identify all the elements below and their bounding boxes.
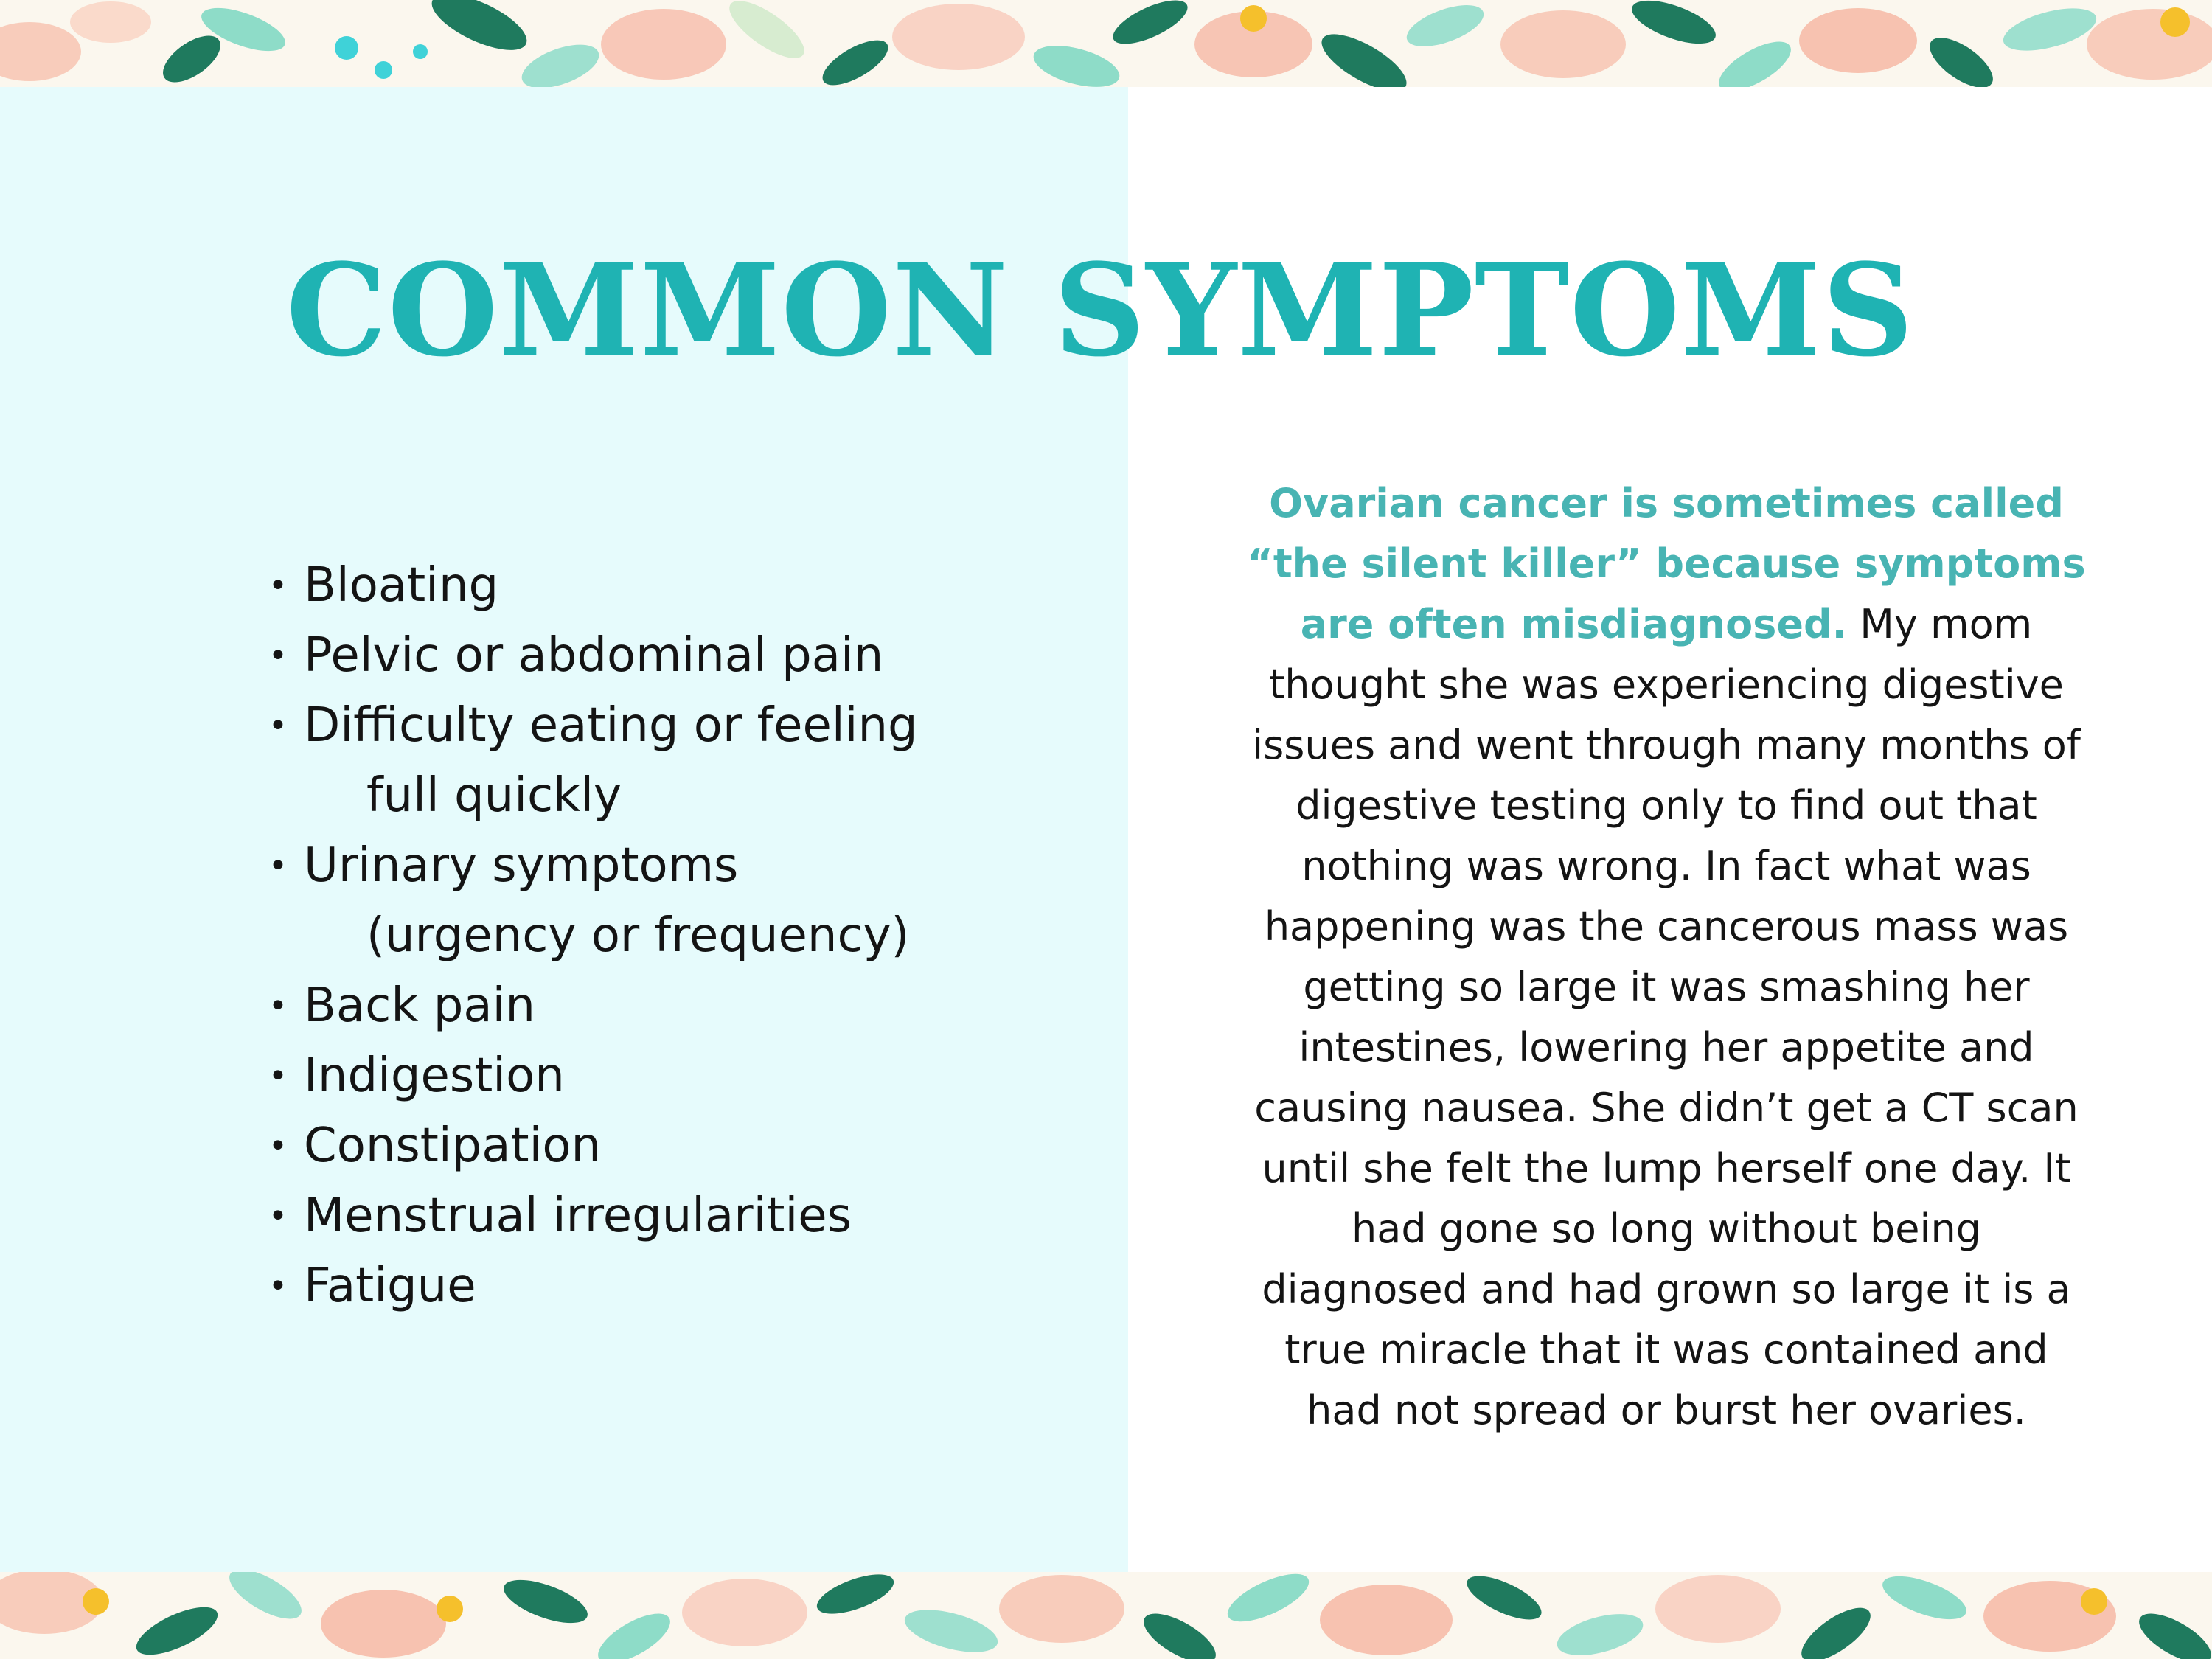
bullet: • <box>268 637 288 675</box>
list-item <box>265 1181 918 1251</box>
symptom-text: Menstrual irregularities <box>304 1189 852 1243</box>
list-item <box>265 1111 918 1181</box>
symptom-text: Back pain <box>304 978 535 1033</box>
symptom-continuation: full quickly <box>366 768 622 823</box>
list-item <box>265 691 918 831</box>
symptom-list <box>265 551 918 1321</box>
bullet: • <box>268 707 288 745</box>
bullet: • <box>268 987 288 1025</box>
floral-pattern-bottom <box>0 1572 2212 1659</box>
bullet: • <box>268 847 288 885</box>
list-item <box>265 551 918 621</box>
symptom-continuation: (urgency or frequency) <box>366 908 910 963</box>
story-paragraph <box>1246 473 2087 1441</box>
floral-border-bottom <box>0 1572 2212 1659</box>
bullet: • <box>268 1127 288 1165</box>
list-item <box>265 831 918 971</box>
bullet: • <box>268 1267 288 1305</box>
symptom-text: Urinary symptoms <box>304 838 739 893</box>
list-item <box>265 1251 918 1321</box>
bullet: • <box>268 1197 288 1235</box>
floral-border-top <box>0 0 2212 87</box>
floral-pattern-top <box>0 0 2212 87</box>
list-item <box>265 621 918 691</box>
story-body: My mom thought she was experiencing digestive issues and went through many months of digestive testing only to find out that nothing was wrong. In fact what was happening was the cancerous mass was getting so large it was smashing her intestines, lowering her appetite and causing nausea. She didn’t get a CT scan until she felt the lump herself one day. It had gone so long without being diagnosed and had grown so large it is a true miracle that it was contained and had not spread or burst her ovaries. <box>1252 601 2081 1433</box>
symptom-text: Fatigue <box>304 1259 476 1313</box>
symptom-text: Indigestion <box>304 1048 565 1103</box>
symptom-text: Difficulty eating or feeling <box>304 698 918 753</box>
symptom-text: Pelvic or abdominal pain <box>304 628 884 683</box>
bullet: • <box>268 567 288 605</box>
symptom-text: Constipation <box>304 1119 602 1173</box>
list-item <box>265 1041 918 1111</box>
symptom-text: Bloating <box>304 558 499 613</box>
story-highlight: Ovarian cancer is sometimes called “the silent killer” because symptoms are often misdiagnosed. <box>1247 480 2086 647</box>
bullet: • <box>268 1057 288 1095</box>
page-title: COMMON SYMPTOMS <box>285 235 1915 385</box>
list-item <box>265 971 918 1041</box>
